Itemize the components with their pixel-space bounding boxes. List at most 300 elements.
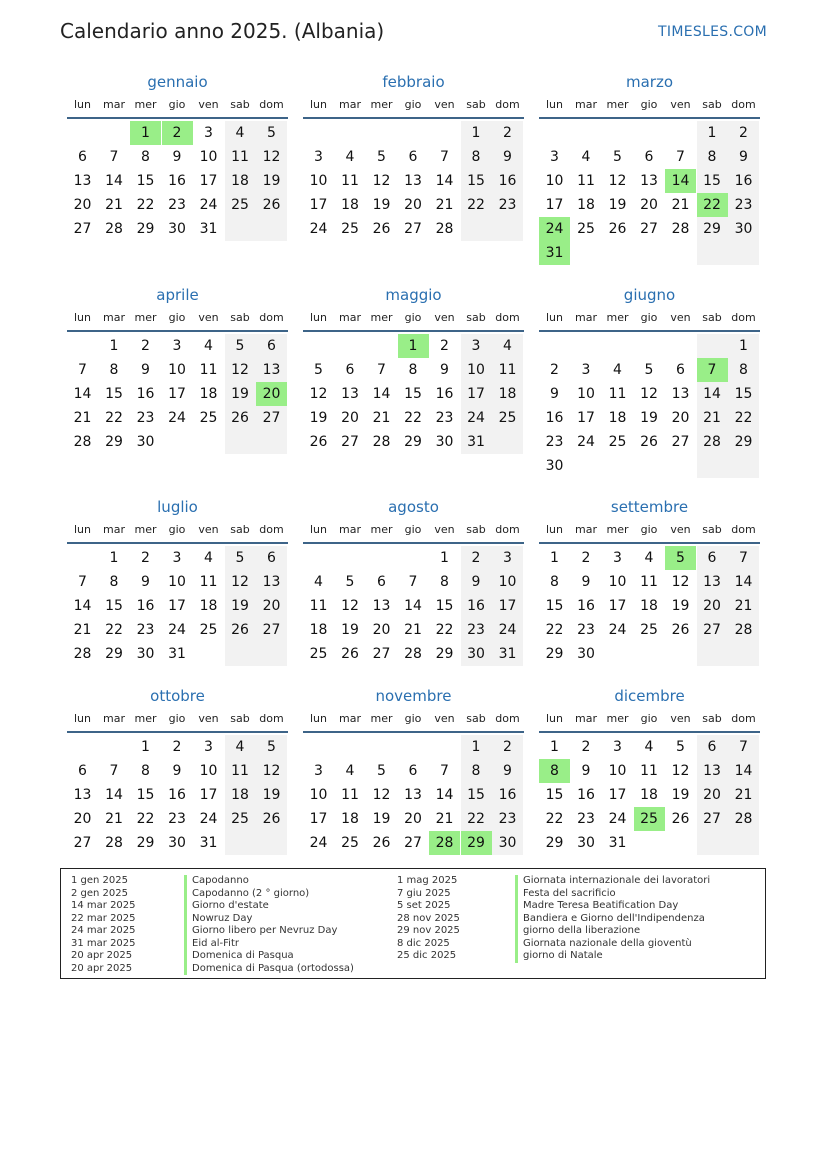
day-cell: 10 bbox=[168, 362, 186, 378]
day-cell: 30 bbox=[136, 646, 155, 662]
day-cell: 1 bbox=[550, 550, 559, 566]
day-cell: 27 bbox=[703, 811, 721, 827]
day-cell: 10 bbox=[577, 386, 595, 402]
legend-date: 7 giu 2025 bbox=[397, 887, 451, 899]
day-cell: 29 bbox=[545, 835, 564, 851]
day-cell: 24 bbox=[309, 835, 328, 851]
day-cell: 1 bbox=[550, 739, 559, 755]
day-cell: 7 bbox=[408, 574, 418, 590]
day-cell: 28 bbox=[734, 622, 753, 638]
day-cell: 27 bbox=[73, 221, 92, 237]
legend-holiday-name: giorno di Natale bbox=[515, 950, 710, 963]
legend-date: 25 dic 2025 bbox=[397, 950, 457, 961]
day-cell: 17 bbox=[608, 598, 627, 614]
month-name: giugno bbox=[623, 286, 676, 304]
month-name: ottobre bbox=[150, 687, 205, 705]
day-cell: 7 bbox=[676, 149, 685, 165]
day-cell: 26 bbox=[372, 835, 391, 851]
day-cell: 14 bbox=[435, 787, 454, 803]
legend-holiday-name: Bandiera e Giorno dell'Indipendenza bbox=[515, 913, 710, 926]
day-cell: 24 bbox=[608, 622, 627, 638]
day-cell: 11 bbox=[199, 362, 218, 378]
day-cell: 18 bbox=[498, 386, 517, 402]
weekday-label: mar bbox=[103, 98, 125, 111]
day-cell: 5 bbox=[235, 338, 245, 354]
legend-names-right bbox=[515, 875, 710, 963]
holiday-legend bbox=[60, 868, 766, 979]
day-cell: 16 bbox=[467, 598, 485, 614]
day-cell: 24 bbox=[168, 622, 186, 638]
day-cell: 22 bbox=[435, 622, 454, 638]
weekday-label: gio bbox=[168, 523, 186, 536]
day-cell: 19 bbox=[262, 787, 281, 803]
day-cell: 23 bbox=[467, 622, 485, 638]
month-divider bbox=[539, 330, 760, 332]
month-divider bbox=[539, 542, 760, 544]
day-cell: 18 bbox=[199, 598, 218, 614]
day-cell: 14 bbox=[73, 598, 92, 614]
day-cell: 16 bbox=[577, 787, 595, 803]
day-cell: 23 bbox=[136, 410, 155, 426]
day-cell: 20 bbox=[404, 811, 422, 827]
legend-date: 20 apr 2025 bbox=[71, 950, 133, 961]
holiday-day-cell: 1 bbox=[130, 121, 161, 145]
day-cell: 26 bbox=[671, 811, 690, 827]
day-cell: 31 bbox=[199, 835, 218, 851]
weekday-label: mer bbox=[370, 98, 393, 111]
weekday-label: ven bbox=[434, 98, 455, 111]
month-divider bbox=[303, 117, 524, 119]
day-cell: 22 bbox=[105, 622, 123, 638]
weekday-label: sab bbox=[466, 523, 486, 536]
day-cell: 26 bbox=[231, 410, 249, 426]
day-cell: 15 bbox=[435, 598, 454, 614]
holiday-day-cell: 14 bbox=[665, 169, 696, 193]
weekday-label: ven bbox=[198, 523, 219, 536]
day-cell: 13 bbox=[73, 787, 92, 803]
day-cell: 2 bbox=[581, 550, 591, 566]
day-cell: 13 bbox=[404, 173, 422, 189]
day-cell: 2 bbox=[581, 739, 591, 755]
day-cell: 28 bbox=[404, 646, 422, 662]
day-cell: 16 bbox=[498, 173, 517, 189]
day-cell: 10 bbox=[199, 763, 218, 779]
day-cell: 1 bbox=[707, 125, 717, 141]
day-cell: 28 bbox=[73, 434, 92, 450]
day-cell: 6 bbox=[267, 550, 276, 566]
day-cell: 22 bbox=[467, 197, 485, 213]
weekday-label: mer bbox=[134, 311, 157, 324]
day-cell: 6 bbox=[78, 763, 87, 779]
weekday-label: mar bbox=[575, 523, 597, 536]
day-cell: 26 bbox=[372, 221, 391, 237]
weekday-label: ven bbox=[434, 712, 455, 725]
day-cell: 25 bbox=[577, 221, 595, 237]
day-cell: 4 bbox=[204, 550, 213, 566]
day-cell: 10 bbox=[199, 149, 218, 165]
weekday-label: gio bbox=[168, 712, 186, 725]
day-cell: 1 bbox=[141, 739, 150, 755]
weekday-label: sab bbox=[466, 311, 486, 324]
day-cell: 30 bbox=[467, 646, 485, 662]
weekday-label: sab bbox=[702, 523, 722, 536]
day-cell: 5 bbox=[267, 739, 276, 755]
day-cell: 12 bbox=[341, 598, 359, 614]
weekday-label: dom bbox=[259, 311, 284, 324]
day-cell: 17 bbox=[199, 787, 218, 803]
day-cell: 22 bbox=[734, 410, 753, 426]
weekday-label: lun bbox=[546, 311, 563, 324]
day-cell: 24 bbox=[199, 811, 218, 827]
day-cell: 3 bbox=[471, 338, 481, 354]
day-cell: 11 bbox=[341, 787, 359, 803]
weekday-label: ven bbox=[198, 311, 219, 324]
day-cell: 6 bbox=[377, 574, 386, 590]
day-cell: 17 bbox=[467, 386, 485, 402]
day-cell: 9 bbox=[581, 763, 591, 779]
weekday-label: gio bbox=[404, 523, 422, 536]
day-cell: 30 bbox=[734, 221, 753, 237]
weekday-label: dom bbox=[731, 712, 756, 725]
day-cell: 22 bbox=[105, 410, 123, 426]
weekday-label: sab bbox=[466, 98, 486, 111]
day-cell: 5 bbox=[377, 149, 386, 165]
weekday-label: mer bbox=[606, 311, 629, 324]
day-cell: 6 bbox=[676, 362, 685, 378]
day-cell: 24 bbox=[309, 221, 328, 237]
day-cell: 23 bbox=[168, 197, 186, 213]
day-cell: 29 bbox=[545, 646, 564, 662]
day-cell: 12 bbox=[372, 173, 391, 189]
day-cell: 26 bbox=[341, 646, 359, 662]
day-cell: 24 bbox=[467, 410, 485, 426]
weekday-label: dom bbox=[495, 311, 520, 324]
day-cell: 13 bbox=[73, 173, 92, 189]
day-cell: 13 bbox=[404, 787, 422, 803]
weekday-label: gio bbox=[640, 712, 658, 725]
day-cell: 22 bbox=[545, 811, 564, 827]
day-cell: 23 bbox=[498, 811, 517, 827]
day-cell: 3 bbox=[550, 149, 559, 165]
day-cell: 29 bbox=[734, 434, 753, 450]
day-cell: 24 bbox=[498, 622, 517, 638]
day-cell: 2 bbox=[172, 739, 182, 755]
day-cell: 5 bbox=[644, 362, 654, 378]
day-cell: 25 bbox=[341, 835, 359, 851]
day-cell: 6 bbox=[707, 550, 717, 566]
day-cell: 30 bbox=[168, 835, 186, 851]
weekday-label: gio bbox=[404, 98, 422, 111]
day-cell: 18 bbox=[640, 598, 658, 614]
day-cell: 18 bbox=[640, 787, 658, 803]
day-cell: 19 bbox=[309, 410, 328, 426]
day-cell: 14 bbox=[73, 386, 92, 402]
day-cell: 18 bbox=[231, 787, 249, 803]
holiday-day-cell: 20 bbox=[256, 382, 287, 406]
day-cell: 29 bbox=[136, 835, 155, 851]
legend-date: 29 nov 2025 bbox=[397, 925, 460, 936]
day-cell: 21 bbox=[435, 811, 454, 827]
day-cell: 25 bbox=[309, 646, 328, 662]
day-cell: 12 bbox=[640, 386, 658, 402]
day-cell: 31 bbox=[199, 221, 218, 237]
weekday-label: gio bbox=[640, 523, 658, 536]
day-cell: 29 bbox=[404, 434, 422, 450]
day-cell: 20 bbox=[640, 197, 658, 213]
day-cell: 16 bbox=[734, 173, 753, 189]
day-cell: 8 bbox=[141, 763, 150, 779]
weekday-label: lun bbox=[74, 311, 91, 324]
day-cell: 12 bbox=[671, 574, 690, 590]
day-cell: 15 bbox=[404, 386, 422, 402]
day-cell: 20 bbox=[404, 197, 422, 213]
day-cell: 20 bbox=[372, 622, 391, 638]
day-cell: 15 bbox=[703, 173, 721, 189]
legend-date: 1 mag 2025 bbox=[397, 875, 458, 886]
month-divider bbox=[303, 330, 524, 332]
legend-dates-right bbox=[397, 875, 460, 963]
day-cell: 4 bbox=[345, 763, 355, 779]
weekday-label: gio bbox=[404, 712, 422, 725]
day-cell: 31 bbox=[498, 646, 517, 662]
day-cell: 17 bbox=[545, 197, 564, 213]
day-cell: 5 bbox=[676, 739, 685, 755]
day-cell: 17 bbox=[199, 173, 218, 189]
day-cell: 13 bbox=[262, 574, 281, 590]
legend-date: 5 set 2025 bbox=[397, 900, 451, 911]
weekday-label: mar bbox=[575, 98, 597, 111]
day-cell: 1 bbox=[739, 338, 748, 354]
day-cell: 27 bbox=[404, 221, 422, 237]
day-cell: 9 bbox=[503, 149, 512, 165]
day-cell: 31 bbox=[168, 646, 186, 662]
day-cell: 21 bbox=[435, 197, 454, 213]
day-cell: 18 bbox=[577, 197, 595, 213]
day-cell: 4 bbox=[503, 338, 512, 354]
weekday-label: dom bbox=[731, 523, 756, 536]
day-cell: 10 bbox=[608, 763, 627, 779]
holiday-day-cell: 22 bbox=[697, 193, 728, 217]
day-cell: 29 bbox=[703, 221, 721, 237]
day-cell: 31 bbox=[467, 434, 485, 450]
day-cell: 23 bbox=[545, 434, 564, 450]
weekday-label: ven bbox=[670, 311, 691, 324]
day-cell: 13 bbox=[372, 598, 391, 614]
day-cell: 16 bbox=[577, 598, 595, 614]
holiday-day-cell: 5 bbox=[665, 546, 696, 570]
day-cell: 26 bbox=[608, 221, 627, 237]
day-cell: 3 bbox=[172, 338, 182, 354]
weekday-label: gio bbox=[404, 311, 422, 324]
day-cell: 9 bbox=[172, 763, 182, 779]
day-cell: 9 bbox=[503, 763, 512, 779]
day-cell: 7 bbox=[739, 550, 748, 566]
day-cell: 17 bbox=[577, 410, 595, 426]
day-cell: 19 bbox=[372, 811, 391, 827]
day-cell: 9 bbox=[471, 574, 481, 590]
day-cell: 11 bbox=[640, 763, 658, 779]
month-name: febbraio bbox=[382, 73, 445, 91]
weekday-label: dom bbox=[731, 98, 756, 111]
weekday-label: mer bbox=[134, 523, 157, 536]
weekday-label: gio bbox=[640, 311, 658, 324]
day-cell: 5 bbox=[267, 125, 276, 141]
month-name: aprile bbox=[156, 286, 199, 304]
day-cell: 24 bbox=[168, 410, 186, 426]
day-cell: 16 bbox=[136, 598, 155, 614]
day-cell: 14 bbox=[105, 173, 123, 189]
day-cell: 20 bbox=[671, 410, 690, 426]
day-cell: 17 bbox=[168, 598, 186, 614]
day-cell: 9 bbox=[141, 574, 150, 590]
day-cell: 11 bbox=[498, 362, 517, 378]
day-cell: 13 bbox=[703, 574, 721, 590]
day-cell: 18 bbox=[341, 811, 359, 827]
day-cell: 12 bbox=[262, 149, 281, 165]
legend-holiday-name: Giorno libero per Nevruz Day bbox=[184, 925, 354, 938]
day-cell: 11 bbox=[640, 574, 658, 590]
day-cell: 27 bbox=[640, 221, 658, 237]
weekday-label: ven bbox=[198, 712, 219, 725]
day-cell: 26 bbox=[262, 197, 281, 213]
day-cell: 19 bbox=[671, 787, 690, 803]
day-cell: 3 bbox=[204, 739, 213, 755]
day-cell: 11 bbox=[231, 763, 249, 779]
page-title: Calendario anno 2025. (Albania) bbox=[60, 19, 385, 43]
day-cell: 2 bbox=[440, 338, 449, 354]
weekday-label: ven bbox=[434, 523, 455, 536]
day-cell: 9 bbox=[739, 149, 748, 165]
weekday-label: dom bbox=[259, 712, 284, 725]
day-cell: 19 bbox=[640, 410, 658, 426]
day-cell: 14 bbox=[404, 598, 422, 614]
day-cell: 9 bbox=[550, 386, 559, 402]
day-cell: 12 bbox=[671, 763, 690, 779]
day-cell: 4 bbox=[613, 362, 622, 378]
day-cell: 13 bbox=[262, 362, 281, 378]
day-cell: 28 bbox=[734, 811, 753, 827]
day-cell: 1 bbox=[440, 550, 449, 566]
day-cell: 9 bbox=[440, 362, 449, 378]
weekday-label: ven bbox=[198, 98, 219, 111]
day-cell: 6 bbox=[644, 149, 654, 165]
day-cell: 25 bbox=[640, 622, 658, 638]
weekday-label: sab bbox=[230, 712, 250, 725]
day-cell: 6 bbox=[267, 338, 276, 354]
day-cell: 25 bbox=[498, 410, 517, 426]
day-cell: 19 bbox=[608, 197, 627, 213]
legend-holiday-name: Capodanno bbox=[184, 875, 354, 888]
weekday-label: mar bbox=[575, 311, 597, 324]
day-cell: 30 bbox=[435, 434, 454, 450]
day-cell: 28 bbox=[105, 221, 123, 237]
legend-date: 2 gen 2025 bbox=[71, 887, 129, 899]
day-cell: 9 bbox=[581, 574, 591, 590]
weekday-label: ven bbox=[670, 98, 691, 111]
day-cell: 12 bbox=[231, 574, 249, 590]
day-cell: 15 bbox=[136, 787, 155, 803]
weekday-label: dom bbox=[495, 712, 520, 725]
weekday-label: gio bbox=[640, 98, 658, 111]
day-cell: 16 bbox=[136, 386, 155, 402]
day-cell: 10 bbox=[168, 574, 186, 590]
month-divider bbox=[539, 731, 760, 733]
day-cell: 8 bbox=[471, 149, 481, 165]
weekday-label: mar bbox=[103, 311, 125, 324]
holiday-day-cell: 1 bbox=[398, 334, 429, 358]
day-cell: 11 bbox=[577, 173, 595, 189]
day-cell: 22 bbox=[136, 197, 155, 213]
day-cell: 21 bbox=[105, 197, 123, 213]
day-cell: 3 bbox=[613, 550, 622, 566]
legend-holiday-name: Domenica di Pasqua (ortodossa) bbox=[184, 963, 354, 976]
weekday-label: lun bbox=[74, 98, 91, 111]
day-cell: 19 bbox=[262, 173, 281, 189]
day-cell: 16 bbox=[168, 173, 186, 189]
day-cell: 16 bbox=[168, 787, 186, 803]
day-cell: 4 bbox=[235, 125, 245, 141]
day-cell: 3 bbox=[581, 362, 591, 378]
day-cell: 2 bbox=[141, 550, 150, 566]
day-cell: 26 bbox=[640, 434, 658, 450]
day-cell: 9 bbox=[172, 149, 182, 165]
weekday-label: mer bbox=[370, 523, 393, 536]
day-cell: 1 bbox=[109, 550, 119, 566]
day-cell: 8 bbox=[408, 362, 418, 378]
weekday-label: ven bbox=[670, 523, 691, 536]
legend-date: 22 mar 2025 bbox=[71, 912, 136, 924]
weekday-label: lun bbox=[310, 311, 327, 324]
site-link[interactable]: TIMESLES.COM bbox=[658, 24, 767, 40]
legend-holiday-name: Eid al-Fitr bbox=[184, 938, 354, 951]
day-cell: 20 bbox=[262, 598, 281, 614]
day-cell: 7 bbox=[78, 362, 87, 378]
day-cell: 26 bbox=[231, 622, 249, 638]
day-cell: 16 bbox=[545, 410, 564, 426]
day-cell: 3 bbox=[613, 739, 622, 755]
weekday-label: mer bbox=[606, 523, 629, 536]
day-cell: 26 bbox=[309, 434, 328, 450]
day-cell: 1 bbox=[471, 739, 481, 755]
month-divider bbox=[539, 117, 760, 119]
day-cell: 3 bbox=[204, 125, 213, 141]
day-cell: 2 bbox=[141, 338, 150, 354]
day-cell: 17 bbox=[498, 598, 517, 614]
day-cell: 8 bbox=[141, 149, 150, 165]
weekday-label: ven bbox=[670, 712, 691, 725]
weekday-label: lun bbox=[546, 523, 563, 536]
day-cell: 27 bbox=[73, 835, 92, 851]
day-cell: 5 bbox=[345, 574, 355, 590]
day-cell: 15 bbox=[136, 173, 155, 189]
day-cell: 15 bbox=[734, 386, 753, 402]
day-cell: 14 bbox=[105, 787, 123, 803]
legend-holiday-name: Nowruz Day bbox=[184, 913, 354, 926]
day-cell: 23 bbox=[168, 811, 186, 827]
weekday-label: lun bbox=[74, 523, 91, 536]
day-cell: 13 bbox=[671, 386, 690, 402]
holiday-day-cell: 24 bbox=[539, 217, 570, 241]
day-cell: 12 bbox=[262, 763, 281, 779]
day-cell: 4 bbox=[314, 574, 323, 590]
day-cell: 21 bbox=[703, 410, 721, 426]
weekday-label: sab bbox=[702, 98, 722, 111]
day-cell: 29 bbox=[435, 646, 454, 662]
day-cell: 28 bbox=[435, 221, 454, 237]
weekday-label: mar bbox=[339, 311, 361, 324]
weekday-label: lun bbox=[546, 712, 563, 725]
day-cell: 30 bbox=[168, 221, 186, 237]
